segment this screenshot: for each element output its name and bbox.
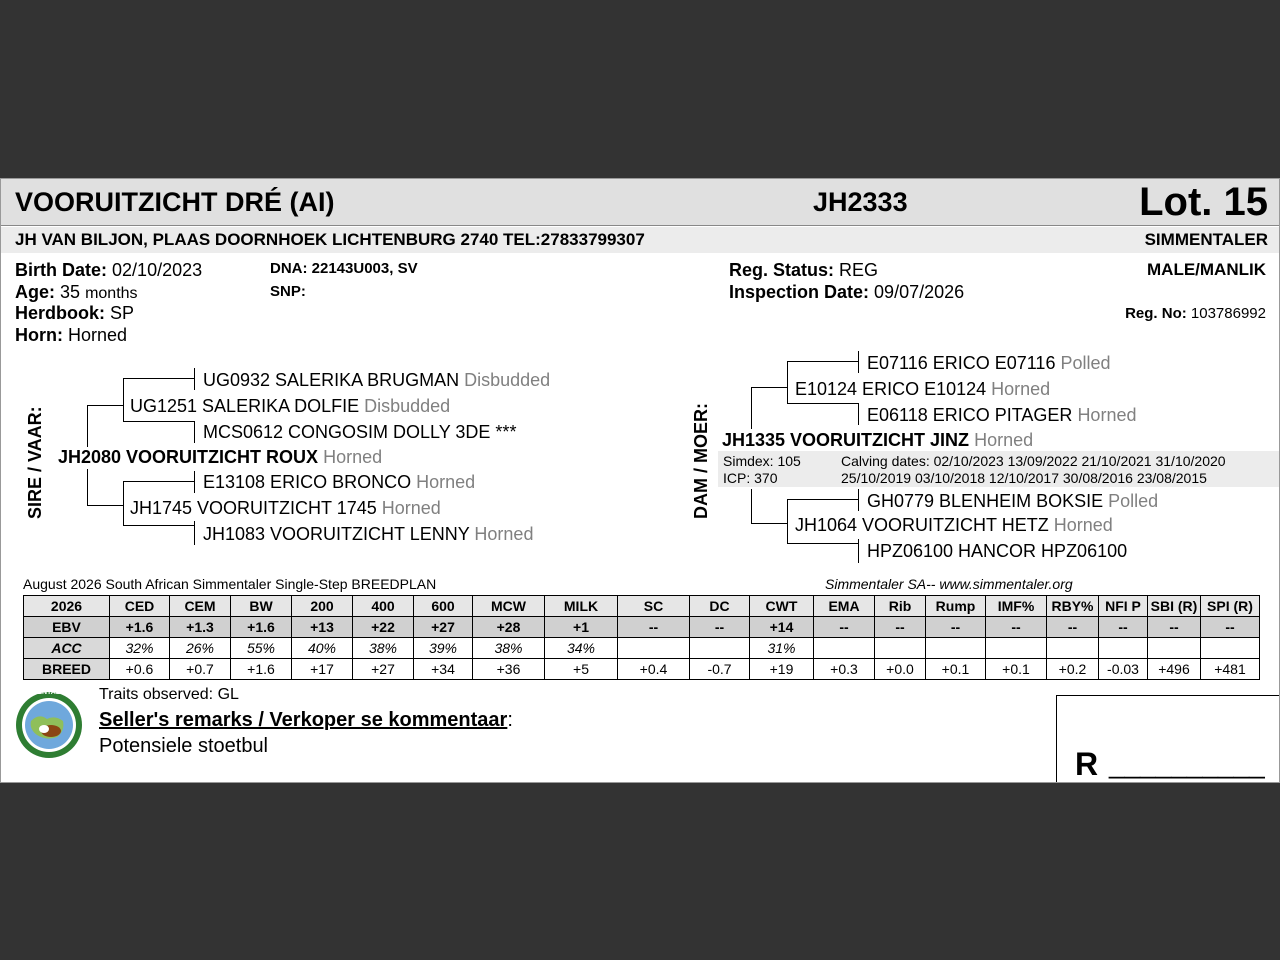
breed-cell: +19 xyxy=(750,659,814,680)
ebv-row xyxy=(24,617,1260,638)
logo-text: SIMMENTALER xyxy=(19,689,70,696)
acc-cell xyxy=(875,638,926,659)
horn-status: Horn: Horned xyxy=(15,325,128,345)
ebv-cell: -- xyxy=(875,617,926,638)
breed-cell: +0.2 xyxy=(1047,659,1099,680)
dam-dam: JH1064 VOORUITZICHT HETZ Horned xyxy=(795,515,1113,535)
acc-cell xyxy=(690,638,750,659)
ebv-cell: +28 xyxy=(473,617,545,638)
acc-cell: 55% xyxy=(231,638,292,659)
header-cell: MCW xyxy=(473,596,545,617)
acc-cell xyxy=(1047,638,1099,659)
dam-dam-dam: HPZ06100 HANCOR HPZ06100 xyxy=(867,541,1128,561)
ebv-header-row xyxy=(24,596,1260,617)
breed-cell: +0.6 xyxy=(110,659,170,680)
header-cell: Rib xyxy=(875,596,926,617)
calving-dates-2: 25/10/2019 03/10/2018 12/10/2017 30/08/2016 23/08/2015 xyxy=(841,470,1207,486)
header-cell: EMA xyxy=(814,596,875,617)
dam-side-label: DAM / MOER: xyxy=(691,403,711,519)
dam-sire-sire: E07116 ERICO E07116 Polled xyxy=(867,353,1111,373)
breed-cell: +0.1 xyxy=(926,659,986,680)
sire-dam-sire: E13108 ERICO BRONCO Horned xyxy=(203,472,476,492)
sire: JH2080 VOORUITZICHT ROUX Horned xyxy=(58,447,383,467)
breedplan-source: Simmentaler SA-- www.simmentaler.org xyxy=(825,576,1073,592)
inspection-date: Inspection Date: 09/07/2026 xyxy=(729,282,965,302)
header-cell: SPI (R) xyxy=(1201,596,1260,617)
remarks-title: Seller's remarks / Verkoper se kommentaar: xyxy=(99,709,513,731)
birth-date: Birth Date: 02/10/2023 xyxy=(15,260,203,280)
ebv-cell: -- xyxy=(1099,617,1148,638)
ebv-cell: EBV xyxy=(24,617,110,638)
ebv-cell: -- xyxy=(1047,617,1099,638)
ebv-cell: +1.3 xyxy=(170,617,231,638)
header-cell: CED xyxy=(110,596,170,617)
acc-cell xyxy=(926,638,986,659)
owner-line: JH VAN BILJON, PLAAS DOORNHOEK LICHTENBURG 2740 TEL:27833799307 xyxy=(15,230,645,249)
breed-cell: +27 xyxy=(353,659,414,680)
breed-cell: +34 xyxy=(414,659,473,680)
acc-cell: 38% xyxy=(473,638,545,659)
sire-sire-dam: MCS0612 CONGOSIM DOLLY 3DE *** xyxy=(203,422,517,442)
snp: SNP: xyxy=(270,283,306,300)
header-cell: DC xyxy=(690,596,750,617)
header-cell: 200 xyxy=(292,596,353,617)
reg-status: Reg. Status: REG xyxy=(729,260,879,280)
sire-sire: UG1251 SALERIKA DOLFIE Disbudded xyxy=(130,396,451,416)
animal-name: VOORUITZICHT DRÉ (AI) xyxy=(15,187,335,217)
acc-cell: ACC xyxy=(24,638,110,659)
dam-sire: E10124 ERICO E10124 Horned xyxy=(795,379,1051,399)
price-blank[interactable]: __________ xyxy=(1109,748,1265,779)
acc-cell xyxy=(1099,638,1148,659)
acc-cell: 34% xyxy=(545,638,618,659)
breed-cell: +0.3 xyxy=(814,659,875,680)
icp: ICP: 370 xyxy=(723,470,778,486)
breed-cell: +17 xyxy=(292,659,353,680)
lot-card xyxy=(0,178,1280,783)
sire-sire-sire: UG0932 SALERIKA BRUGMAN Disbudded xyxy=(203,370,551,390)
acc-cell xyxy=(814,638,875,659)
breed-cell: +0.4 xyxy=(618,659,690,680)
breed-cell: +1.6 xyxy=(231,659,292,680)
lot-number: Lot. 15 xyxy=(1139,180,1268,224)
ebv-cell: +14 xyxy=(750,617,814,638)
ebv-cell: -- xyxy=(1148,617,1201,638)
ebv-cell: -- xyxy=(690,617,750,638)
remarks-text: Potensiele stoetbul xyxy=(99,735,269,757)
acc-cell: 26% xyxy=(170,638,231,659)
ebv-cell: +22 xyxy=(353,617,414,638)
dam-dam-sire: GH0779 BLENHEIM BOKSIE Polled xyxy=(867,491,1159,511)
header-cell: CEM xyxy=(170,596,231,617)
header-cell: NFI P xyxy=(1099,596,1148,617)
price-box[interactable] xyxy=(1056,695,1280,783)
acc-cell: 32% xyxy=(110,638,170,659)
header-cell: 2026 xyxy=(24,596,110,617)
acc-row xyxy=(24,638,1260,659)
header-cell: SC xyxy=(618,596,690,617)
ebv-cell: -- xyxy=(814,617,875,638)
simmentaler-logo xyxy=(15,691,83,759)
acc-cell: 38% xyxy=(353,638,414,659)
breed-name: SIMMENTALER xyxy=(1144,230,1268,249)
herdbook: Herdbook: SP xyxy=(15,303,135,323)
ebv-cell: +27 xyxy=(414,617,473,638)
sire-side-label: SIRE / VAAR: xyxy=(25,406,45,519)
acc-cell: 31% xyxy=(750,638,814,659)
header-cell: CWT xyxy=(750,596,814,617)
acc-cell: 40% xyxy=(292,638,353,659)
breed-cell: -0.7 xyxy=(690,659,750,680)
header-cell: SBI (R) xyxy=(1148,596,1201,617)
sire-dam: JH1745 VOORUITZICHT 1745 Horned xyxy=(130,498,441,518)
acc-cell xyxy=(1148,638,1201,659)
sex: MALE/MANLIK xyxy=(1147,260,1266,279)
ebv-cell: +1 xyxy=(545,617,618,638)
header-cell: Rump xyxy=(926,596,986,617)
ebv-cell: -- xyxy=(1201,617,1260,638)
breed-cell: -0.03 xyxy=(1099,659,1148,680)
header-cell: MILK xyxy=(545,596,618,617)
ebv-cell: +1.6 xyxy=(231,617,292,638)
breed-cell: +0.7 xyxy=(170,659,231,680)
dam: JH1335 VOORUITZICHT JINZ Horned xyxy=(722,430,1034,450)
animal-id: JH2333 xyxy=(813,187,908,217)
breed-cell: +36 xyxy=(473,659,545,680)
ebv-cell: +1.6 xyxy=(110,617,170,638)
header-cell: IMF% xyxy=(986,596,1047,617)
header-cell: RBY% xyxy=(1047,596,1099,617)
reg-no: Reg. No: 103786992 xyxy=(1125,305,1266,322)
sire-dam-dam: JH1083 VOORUITZICHT LENNY Horned xyxy=(203,524,534,544)
breed-cell: +5 xyxy=(545,659,618,680)
ebv-cell: +13 xyxy=(292,617,353,638)
breed-cell: +0.0 xyxy=(875,659,926,680)
calving-dates-1: Calving dates: 02/10/2023 13/09/2022 21/10/2021 31/10/2020 xyxy=(841,453,1226,469)
header-cell: 600 xyxy=(414,596,473,617)
price-currency: R xyxy=(1075,746,1099,782)
header-cell: BW xyxy=(231,596,292,617)
owner-bar xyxy=(1,227,1280,253)
acc-cell xyxy=(986,638,1047,659)
breed-avg-row xyxy=(24,659,1260,680)
age: Age: 35 months xyxy=(15,282,138,302)
breed-cell: BREED xyxy=(24,659,110,680)
breedplan-caption: August 2026 South African Simmentaler Single-Step BREEDPLAN xyxy=(23,576,437,592)
ebv-cell: -- xyxy=(618,617,690,638)
dam-sire-dam: E06118 ERICO PITAGER Horned xyxy=(867,405,1137,425)
traits-observed: Traits observed: GL xyxy=(99,686,239,703)
ebv-cell: -- xyxy=(986,617,1047,638)
title-bar xyxy=(1,179,1280,226)
breed-cell: +496 xyxy=(1148,659,1201,680)
breed-cell: +481 xyxy=(1201,659,1260,680)
dna: DNA: 22143U003, SV xyxy=(270,260,418,277)
breed-cell: +0.1 xyxy=(986,659,1047,680)
acc-cell: 39% xyxy=(414,638,473,659)
ebv-cell: -- xyxy=(926,617,986,638)
ebv-table xyxy=(23,595,1260,680)
simdex: Simdex: 105 xyxy=(723,453,801,469)
acc-cell xyxy=(1201,638,1260,659)
header-cell: 400 xyxy=(353,596,414,617)
acc-cell xyxy=(618,638,690,659)
